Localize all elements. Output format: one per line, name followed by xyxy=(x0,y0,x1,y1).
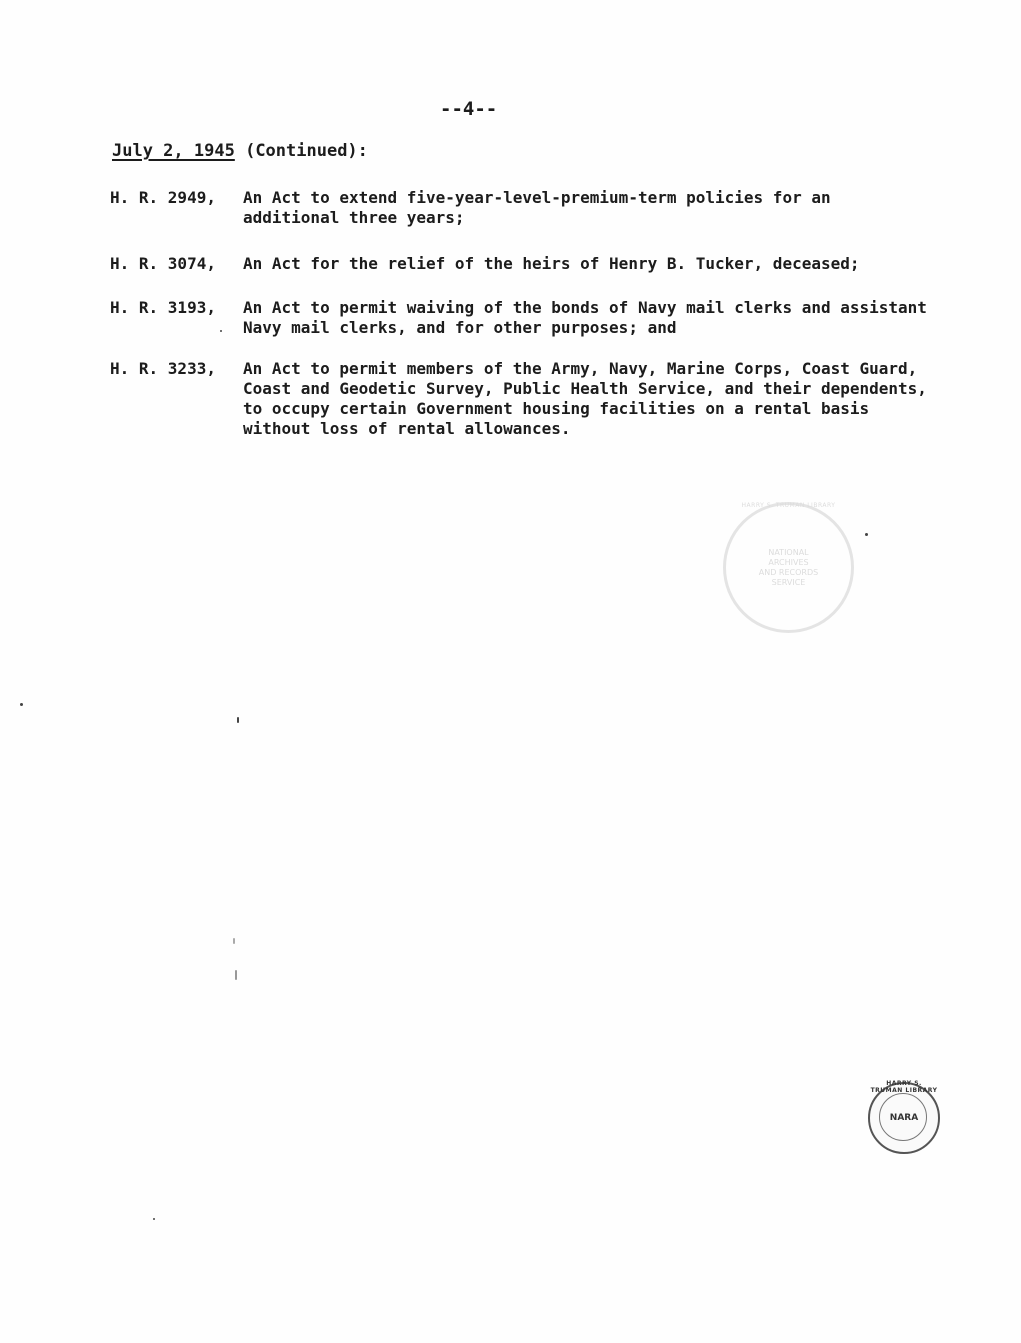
nara-seal-stamp xyxy=(868,1082,940,1154)
bill-number: H. R. 3074, xyxy=(110,254,216,273)
bill-number: H. R. 3233, xyxy=(110,359,216,378)
description-line: additional three years; xyxy=(243,208,465,227)
scan-speck xyxy=(153,1218,155,1220)
scan-speck xyxy=(20,703,23,706)
stamp-ring-text: HARRY S. TRUMAN LIBRARY xyxy=(741,502,836,509)
description-line: An Act to extend five-year-level-premium-term policies for an xyxy=(243,188,831,207)
scan-speck xyxy=(233,938,235,944)
stamp-center-text: NATIONAL ARCHIVES AND RECORDS SERVICE xyxy=(758,547,819,587)
stamp-ring-text: HARRY S. TRUMAN LIBRARY xyxy=(870,1080,938,1094)
scan-speck xyxy=(235,970,237,980)
description-line: An Act to permit members of the Army, Navy, Marine Corps, Coast Guard, xyxy=(243,359,918,378)
stamp-center-text: NARA xyxy=(889,1113,919,1123)
heading-suffix: (Continued): xyxy=(245,141,368,161)
heading-date: July 2, 1945 xyxy=(112,141,235,161)
page-number: --4-- xyxy=(440,98,498,120)
bill-description xyxy=(243,188,1013,228)
description-line: An Act to permit waiving of the bonds of Navy mail clerks and assistant xyxy=(243,298,927,317)
scan-speck xyxy=(237,717,239,723)
description-line: Navy mail clerks, and for other purposes; and xyxy=(243,318,677,337)
bill-number: H. R. 2949, xyxy=(110,188,216,207)
faint-library-stamp xyxy=(723,502,854,633)
section-heading xyxy=(112,141,368,161)
bill-description xyxy=(243,254,1013,274)
bill-number: H. R. 3193, xyxy=(110,298,216,317)
scan-speck xyxy=(865,533,868,536)
bill-description xyxy=(243,298,1013,338)
description-line: Coast and Geodetic Survey, Public Health Service, and their dependents, xyxy=(243,379,927,398)
description-line: An Act for the relief of the heirs of Henry B. Tucker, deceased; xyxy=(243,254,860,273)
bill-description xyxy=(243,359,1013,439)
description-line: without loss of rental allowances. xyxy=(243,419,571,438)
description-line: to occupy certain Government housing facilities on a rental basis xyxy=(243,399,870,418)
scan-speck xyxy=(220,330,222,332)
